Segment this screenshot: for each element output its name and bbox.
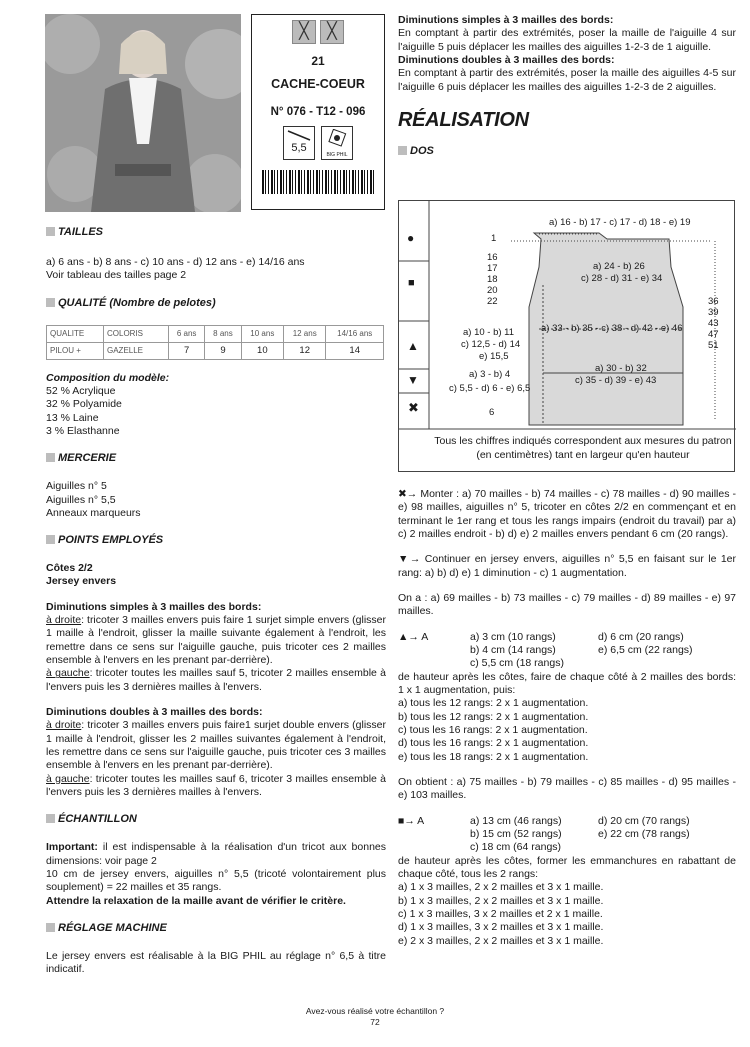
diagram-right-heights [708, 297, 719, 352]
height-option: a) 3 cm (10 rangs) [470, 630, 556, 643]
important-note [46, 841, 386, 868]
height-label: 36 [708, 296, 719, 307]
section-reglage: RÉGLAGE MACHINE [46, 922, 386, 936]
composition-item: 32 % Polyamide [46, 398, 122, 411]
composition-item: 3 % Elasthanne [46, 424, 120, 437]
model-photo [45, 14, 241, 212]
diagram-one: 1 [491, 233, 497, 244]
table-header: 12 ans [284, 325, 326, 342]
table-cell: 7 [169, 342, 205, 359]
section-echantillon: ÉCHANTILLON [46, 813, 386, 827]
diagram-left-heights [487, 253, 498, 308]
needle-size-box [283, 126, 315, 160]
table-header: 8 ans [205, 325, 241, 342]
dim-text: : tricoter 3 mailles envers puis faire1 surjet double envers (glisser 1 maille à l'endroit, glisser les 2 mailles suivantes également à l'endroit, les remettre dans ce sens sur l'aiguille gauche, puis tricoter ces 3 mailles ensemble à l'envers en les prenant par-derrière). [46, 719, 386, 772]
pattern-number: 21 [311, 54, 325, 68]
section-mercerie: MERCERIE [46, 452, 386, 466]
needle-size: 5,5 [291, 141, 307, 154]
section-dos: DOS [398, 145, 736, 159]
height-label: 51 [708, 339, 719, 351]
height-option: e) 22 cm (78 rangs) [598, 827, 690, 840]
composition-title: Composition du modèle: [46, 371, 170, 384]
table-header: QUALITE [47, 325, 104, 342]
height-option: a) 13 cm (46 rangs) [470, 814, 562, 827]
tailles-list: a) 6 ans - b) 8 ans - c) 10 ans - d) 12 ans - e) 14/16 ans [46, 255, 305, 268]
instruction-obtient: On obtient : a) 75 mailles - b) 79 mailles - c) 85 mailles - d) 95 mailles - e) 103 mailles. [398, 775, 736, 802]
list-item: d) 1 x 3 mailles, 3 x 2 mailles et 3 x 1 maille. [398, 921, 604, 934]
triangle-down-symbol: ▼ [407, 373, 419, 387]
table-cell: 9 [205, 342, 241, 359]
dim-simples-droite [46, 614, 386, 667]
attendre-note: Attendre la relaxation de la maille avant de vérifier le critère. [46, 894, 346, 907]
table-header-row [47, 325, 384, 342]
diagram-bottom-a: a) 30 - b) 32 [595, 363, 647, 374]
table-header: 6 ans [169, 325, 205, 342]
diagram-arm-a: a) 10 - b) 11 [463, 327, 515, 338]
instruction-monter: ✖→ Monter : a) 70 mailles - b) 74 mailles - c) 78 mailles - d) 90 mailles - e) 98 mailles, aiguilles n° 5, tricoter en côtes 2/2 en commençant et en terminant le 1er rang et tous les rangs impairs (endroit du travail) par a) c) 2 mailles endroit - b) d) e) 2 mailles envers pendant 6 cm (20 rangs). [398, 488, 736, 540]
table-cell: PILOU + [47, 342, 104, 359]
table-header: 10 ans [241, 325, 283, 342]
page-number: 72 [370, 1016, 380, 1027]
height-label: 22 [487, 295, 498, 307]
diagram-arm-e: e) 15,5 [479, 351, 509, 362]
dim-doubles-gauche [46, 773, 386, 800]
cross-symbol: ✖ [408, 400, 419, 415]
machine-dim-doubles-text: En comptant à partir des extrémités, poser la maille des aiguilles 4-5 sur l'aiguille 6 puis déplacer les mailles des aiguilles 1-2-3 de 2 aiguilles. [398, 67, 736, 93]
group-heights-2 [398, 815, 736, 855]
pattern-title: CACHE-COEUR [271, 77, 365, 92]
height-option: d) 20 cm (70 rangs) [598, 814, 690, 827]
circle-symbol: ● [407, 231, 415, 245]
table-row [47, 342, 384, 359]
instruction-emmanchures: de hauteur après les côtes, former les emmanchures en rabattant de chaque côté, tous les 2 rangs: [398, 854, 736, 880]
important-text: il est indispensable à la réalisation d'un tricot aux bonnes dimensions: voir page 2 [46, 841, 386, 867]
echantillon-text: 10 cm de jersey envers, aiguilles n° 5,5 (tricoté volontairement plus souplement) = 22 mailles et 35 rangs. [46, 868, 386, 894]
instruction-augmentation: de hauteur après les côtes, faire de chaque côté à 2 mailles des bords: 1 x 1 augmentation, puis: [398, 670, 736, 696]
list-item: b) tous les 12 rangs: 2 x 1 augmentation. [398, 710, 589, 723]
yarn-brand: BIG PHIL [326, 151, 348, 158]
list-item: c) 1 x 3 mailles, 3 x 2 mailles et 2 x 1 maille. [398, 907, 603, 920]
height-option: e) 6,5 cm (22 rangs) [598, 643, 693, 656]
right-column-top [398, 14, 736, 159]
triangle-up-symbol: ▲ [407, 339, 419, 353]
height-option: d) 6 cm (20 rangs) [598, 630, 684, 643]
dim-doubles-title: Diminutions doubles à 3 mailles des bords: [46, 706, 263, 719]
diagram-shoulder-c: c) 28 - d) 31 - e) 34 [581, 273, 663, 284]
dim-simples-gauche [46, 667, 386, 694]
table-header: COLORIS [104, 325, 169, 342]
symbol-square: ■→ A [398, 814, 425, 827]
diagram-svg [399, 201, 736, 473]
height-label: 16 [487, 252, 498, 263]
mercerie-item: Aiguilles n° 5 [46, 480, 107, 493]
diagram-low-c: c) 5,5 - d) 6 - e) 6,5 [449, 383, 531, 394]
list-item: a) tous les 12 rangs: 2 x 1 augmentation. [398, 697, 589, 710]
section-tailles: TAILLES [46, 226, 386, 240]
tailles-note: Voir tableau des tailles page 2 [46, 269, 187, 282]
height-label: 39 [708, 306, 719, 318]
square-symbol: ■ [408, 277, 415, 289]
yarn-box [321, 126, 353, 160]
table-cell: 10 [241, 342, 283, 359]
label-a-droite: à droite [46, 614, 82, 627]
group-heights-1 [398, 631, 736, 671]
needles-icon: ╳ [292, 20, 316, 44]
instruction-on-a: On a : a) 69 mailles - b) 73 mailles - c) 79 mailles - d) 89 mailles - e) 97 mailles. [398, 591, 736, 618]
height-option: c) 18 cm (64 rangs) [470, 840, 562, 853]
needle-icon [285, 128, 313, 142]
diagram-shoulder-a: a) 24 - b) 26 [593, 261, 645, 272]
dos-diagram [398, 200, 735, 472]
height-option: b) 15 cm (52 rangs) [470, 827, 562, 840]
stitch-cotes: Côtes 2/2 [46, 562, 93, 575]
height-label: 20 [487, 284, 498, 296]
height-label: 43 [708, 317, 719, 329]
label-a-gauche: à gauche [46, 772, 90, 785]
pattern-reference: N° 076 - T12 - 096 [270, 106, 366, 119]
diagram-top-width: a) 16 - b) 17 - c) 17 - d) 18 - e) 19 [549, 217, 691, 228]
height-label: 17 [487, 262, 498, 274]
barcode [262, 170, 374, 194]
mercerie-item: Anneaux marqueurs [46, 506, 141, 519]
realisation-title: RÉALISATION [398, 108, 529, 131]
height-option: b) 4 cm (14 rangs) [470, 643, 556, 656]
diagram-arm-c: c) 12,5 - d) 14 [461, 339, 521, 350]
footer [0, 1006, 750, 1028]
diagram-width-mid: a) 33 - b) 35 - c) 38 - d) 42 - e) 46 [541, 323, 683, 334]
yarn-table [46, 325, 384, 360]
dim-doubles-droite [46, 719, 386, 772]
pattern-card [251, 14, 385, 210]
right-column-body [398, 488, 736, 948]
list-item: c) tous les 16 rangs: 2 x 1 augmentation. [398, 723, 588, 736]
section-points: POINTS EMPLOYÉS [46, 534, 386, 548]
instruction-continuer: ▼→ Continuer en jersey envers, aiguilles n° 5,5 en faisant sur le 1er rang: a) b) d) e) 1 diminution - c) 1 augmentation. [398, 553, 736, 579]
dim-text: : tricoter 3 mailles envers puis faire 1 surjet simple envers (glisser 1 maille à l'endroit, glisser la maille suivante également à l'endroit, les remettre dans ce sens sur l'aiguille gauche, puis tricoter ces 2 mailles ensemble à l'envers en les prenant par-derrière). [46, 614, 386, 667]
dim-text: : tricoter toutes les mailles sauf 5, tricoter 2 mailles ensemble à l'envers puis les 3 dernières mailles à l'envers. [46, 667, 386, 693]
table-cell: GAZELLE [104, 342, 169, 359]
dim-simples-title: Diminutions simples à 3 mailles des bords: [46, 600, 262, 613]
diagram-bottom-c: c) 35 - d) 39 - e) 43 [575, 375, 657, 386]
footer-question: Avez-vous réalisé votre échantillon ? [305, 1006, 445, 1016]
section-qualite: QUALITÉ (Nombre de pelotes) [46, 297, 386, 311]
diagram-low-a: a) 3 - b) 4 [469, 369, 511, 380]
table-header: 14/16 ans [326, 325, 384, 342]
diagram-six: 6 [489, 407, 495, 418]
table-cell: 12 [284, 342, 326, 359]
machine-dim-doubles-title: Diminutions doubles à 3 mailles des bords: [398, 53, 615, 66]
list-item: b) 1 x 3 mailles, 2 x 2 mailles et 3 x 1 maille. [398, 894, 604, 907]
table-cell: 14 [326, 342, 384, 359]
composition-item: 13 % Laine [46, 411, 99, 424]
label-a-droite: à droite [46, 719, 82, 732]
list-item: e) 2 x 3 mailles, 2 x 2 mailles et 3 x 1 maille. [398, 934, 604, 947]
symbol-triangle-up: ▲→ A [398, 630, 429, 643]
composition-item: 52 % Acrylique [46, 384, 116, 397]
height-label: 18 [487, 273, 498, 285]
important-label: Important: [46, 841, 98, 854]
label-a-gauche: à gauche [46, 667, 90, 680]
stitch-jersey: Jersey envers [46, 575, 117, 588]
height-option: c) 5,5 cm (18 rangs) [470, 656, 564, 669]
list-item: a) 1 x 3 mailles, 2 x 2 mailles et 3 x 1 maille. [398, 881, 604, 894]
needles-icon: ╳ [320, 20, 344, 44]
dim-text: : tricoter toutes les mailles sauf 6, tricoter 3 mailles ensemble à l'envers puis les 3 dernières mailles à l'envers. [46, 772, 386, 799]
yarn-ball-icon [323, 129, 351, 147]
diagram-caption: Tous les chiffres indiqués correspondent aux mesures du patron (en centimètres) tant en largeur qu'en hauteur [434, 435, 732, 461]
left-column [46, 226, 386, 977]
list-item: d) tous les 16 rangs: 2 x 1 augmentation. [398, 737, 589, 750]
machine-dim-simples-text: En comptant à partir des extrémités, poser la maille de l'aiguille 4 sur l'aiguille 5 puis déplacer les mailles des aiguilles 1-2-3 de 1 aiguille. [398, 27, 736, 53]
machine-dim-simples-title: Diminutions simples à 3 mailles des bords: [398, 14, 614, 26]
height-label: 47 [708, 328, 719, 340]
reglage-text: Le jersey envers est réalisable à la BIG PHIL au réglage n° 6,5 à titre indicatif. [46, 949, 386, 976]
mercerie-item: Aiguilles n° 5,5 [46, 493, 116, 506]
list-item: e) tous les 18 rangs: 2 x 1 augmentation. [398, 750, 589, 763]
